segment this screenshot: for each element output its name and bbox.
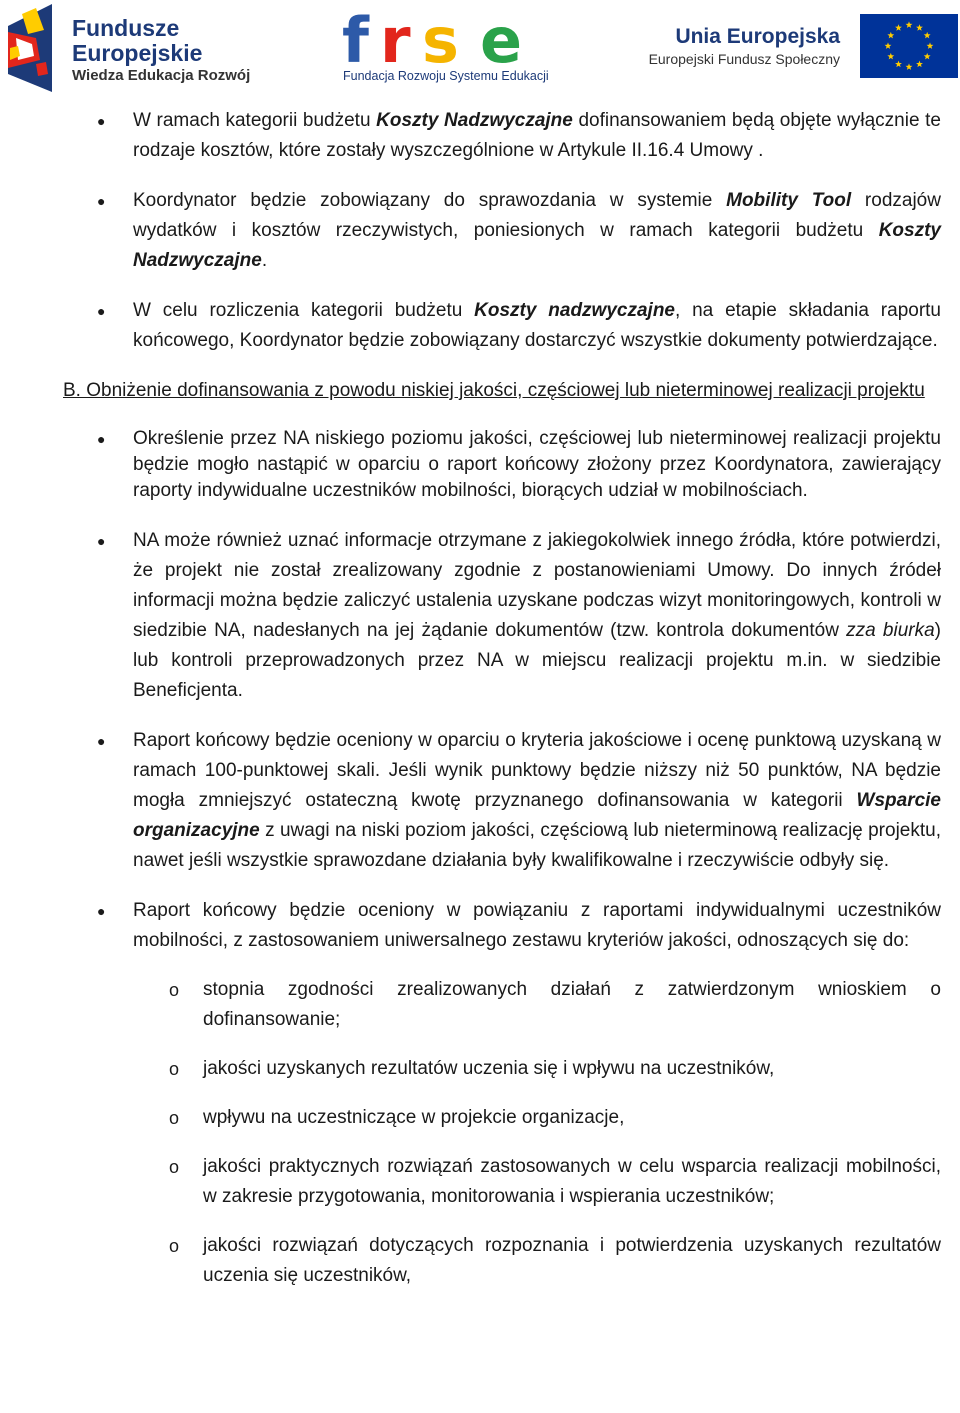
emphasis-text: Koszty Nadzwyczajne [376,110,573,131]
list-item [63,426,941,504]
text-run: Raport końcowy będzie oceniony w powiązaniu z raportami indywidualnymi uczestników mobilności, z zastosowaniem uniwersalnego zestawu kryteriów jakości, odnoszących się do: [133,900,941,951]
text-run: stopnia zgodności zrealizowanych działań z zatwierdzonym wnioskiem o dofinansowanie; [203,979,941,1030]
text-run: dofinansowaniem będą objęte wyłącznie te rodzaje kosztów, które zostały wyszczególnione w Artykule II.16.4 Umowy . [133,110,941,161]
list-item [63,186,941,276]
bullet-icon: ● [97,113,106,129]
unia-europejska-logo [634,14,958,78]
sub-list-item [63,1152,941,1212]
bullet-icon: ● [97,533,106,549]
fundusze-europejskie-emblem [6,4,66,92]
bullet-icon: ● [97,431,106,447]
document-body [63,106,941,1291]
sub-list-item [63,1054,941,1084]
list-item [63,106,941,166]
sub-list-item [63,1231,941,1291]
bullet-icon: ● [97,903,106,919]
bullet-icon: ● [97,733,106,749]
page-header [0,0,960,95]
frse-logo [342,14,547,86]
svg-text:f: f [342,14,369,69]
list-item [63,726,941,876]
section-b-heading: B. Obniżenie dofinansowania z powodu niskiej jakości, częściowej lub nieterminowej realizacji projektu [63,380,925,401]
bullet-icon: ● [97,193,106,209]
text-run: jakości uzyskanych rezultatów uczenia się i wpływu na uczestników, [203,1058,775,1079]
fe-logo-line1: Fundusze [72,15,180,41]
sub-bullet-icon: o [169,1059,180,1079]
text-run: NA może również uznać informacje otrzymane z jakiegokolwiek innego źródła, które potwierdzi, że projekt nie został zrealizowany zgodnie z postanowieniami Umowy. Do innych źródeł informacji można będzie zaliczyć ustalenia uzyskane podczas wizyt monitoringowych, kontroli w siedzibie NA, nadesłanych na jej żądanie dokumentów (tzw. kontrola dokumentów [133,530,941,641]
text-run: , na etapie składania raportu końcowego, Koordynator będzie zobowiązany dostarczyć wszystkie dokumenty potwierdzające. [133,300,941,351]
text-run: . [261,250,268,271]
text-run: W ramach kategorii budżetu [133,110,377,131]
list-item [63,296,941,356]
emphasis-text: Koszty Nadzwyczajne [133,220,941,271]
frse-logo-caption: Fundacja Rozwoju Systemu Edukacji [343,69,549,83]
text-run: jakości praktycznych rozwiązań zastosowanych w celu wsparcia realizacji mobilności, w zakresie przygotowania, monitorowania i wspierania uczestników; [203,1156,941,1207]
svg-text:s: s [422,14,459,69]
frse-wordmark-graphic [342,14,547,69]
fe-logo-line2: Europejskie [72,40,203,66]
list-item [63,896,941,956]
ue-logo-line2: Europejski Fundusz Społeczny [648,51,840,67]
emphasis-text: Mobility Tool [726,190,852,211]
sub-list-item [63,1103,941,1133]
ue-logo-line1: Unia Europejska [675,25,840,48]
text-run: W celu rozliczenia kategorii budżetu [133,300,475,321]
fe-logo-line3: Wiedza Edukacja Rozwój [72,67,251,84]
emphasis-text: Wsparcie organizacyjne [133,790,941,841]
sub-bullet-icon: o [169,980,180,1000]
sub-bullet-icon: o [169,1108,180,1128]
sub-bullet-icon: o [169,1236,180,1256]
text-run: ) lub kontroli przeprowadzonych przez NA w miejscu realizacji projektu m.in. w siedzibie Beneficjenta. [133,620,941,701]
eu-flag-icon [860,14,958,78]
text-run: z uwagi na niski poziom jakości, częściową lub nieterminową realizację projektu, nawet jeśli wszystkie sprawozdane działania były kwalifikowalne i rzeczywiście odbyły się. [133,820,941,871]
sub-list-item [63,975,941,1035]
emphasis-text: Koszty nadzwyczajne [474,300,675,321]
list-item [63,526,941,706]
text-run: Koordynator będzie zobowiązany do sprawozdania w systemie [133,190,727,211]
svg-text:r: r [380,14,411,69]
text-run: wpływu na uczestniczące w projekcie organizacje, [203,1107,625,1128]
text-run: Raport końcowy będzie oceniony w oparciu o kryteria jakościowe i ocenę punktową uzyskaną w ramach 100-punktowej skali. Jeśli wynik punktowy będzie niższy niż 50 punktów, NA będzie mogła zmniejszyć ostateczną kwotę przyznanego dofinansowania w kategorii [133,730,941,811]
text-run: Określenie przez NA niskiego poziomu jakości, częściowej lub nieterminowej realizacji projektu będzie mogło nastąpić w oparciu o raport końcowy złożony przez Koordynatora, zawierający raporty indywidualne uczestników mobilności, biorących udział w mobilnościach. [133,428,941,501]
text-run: rodzajów wydatków i kosztów rzeczywistych, poniesionych w ramach kategorii budżetu [133,190,941,241]
sub-bullet-icon: o [169,1157,180,1177]
svg-text:e: e [480,14,523,69]
emphasis-text: zza biurka [846,620,935,641]
text-run: jakości rozwiązań dotyczących rozpoznania i potwierdzenia uzyskanych rezultatów uczenia się uczestników, [203,1235,941,1286]
bullet-icon: ● [97,303,106,319]
fundusze-europejskie-logo [6,4,256,92]
